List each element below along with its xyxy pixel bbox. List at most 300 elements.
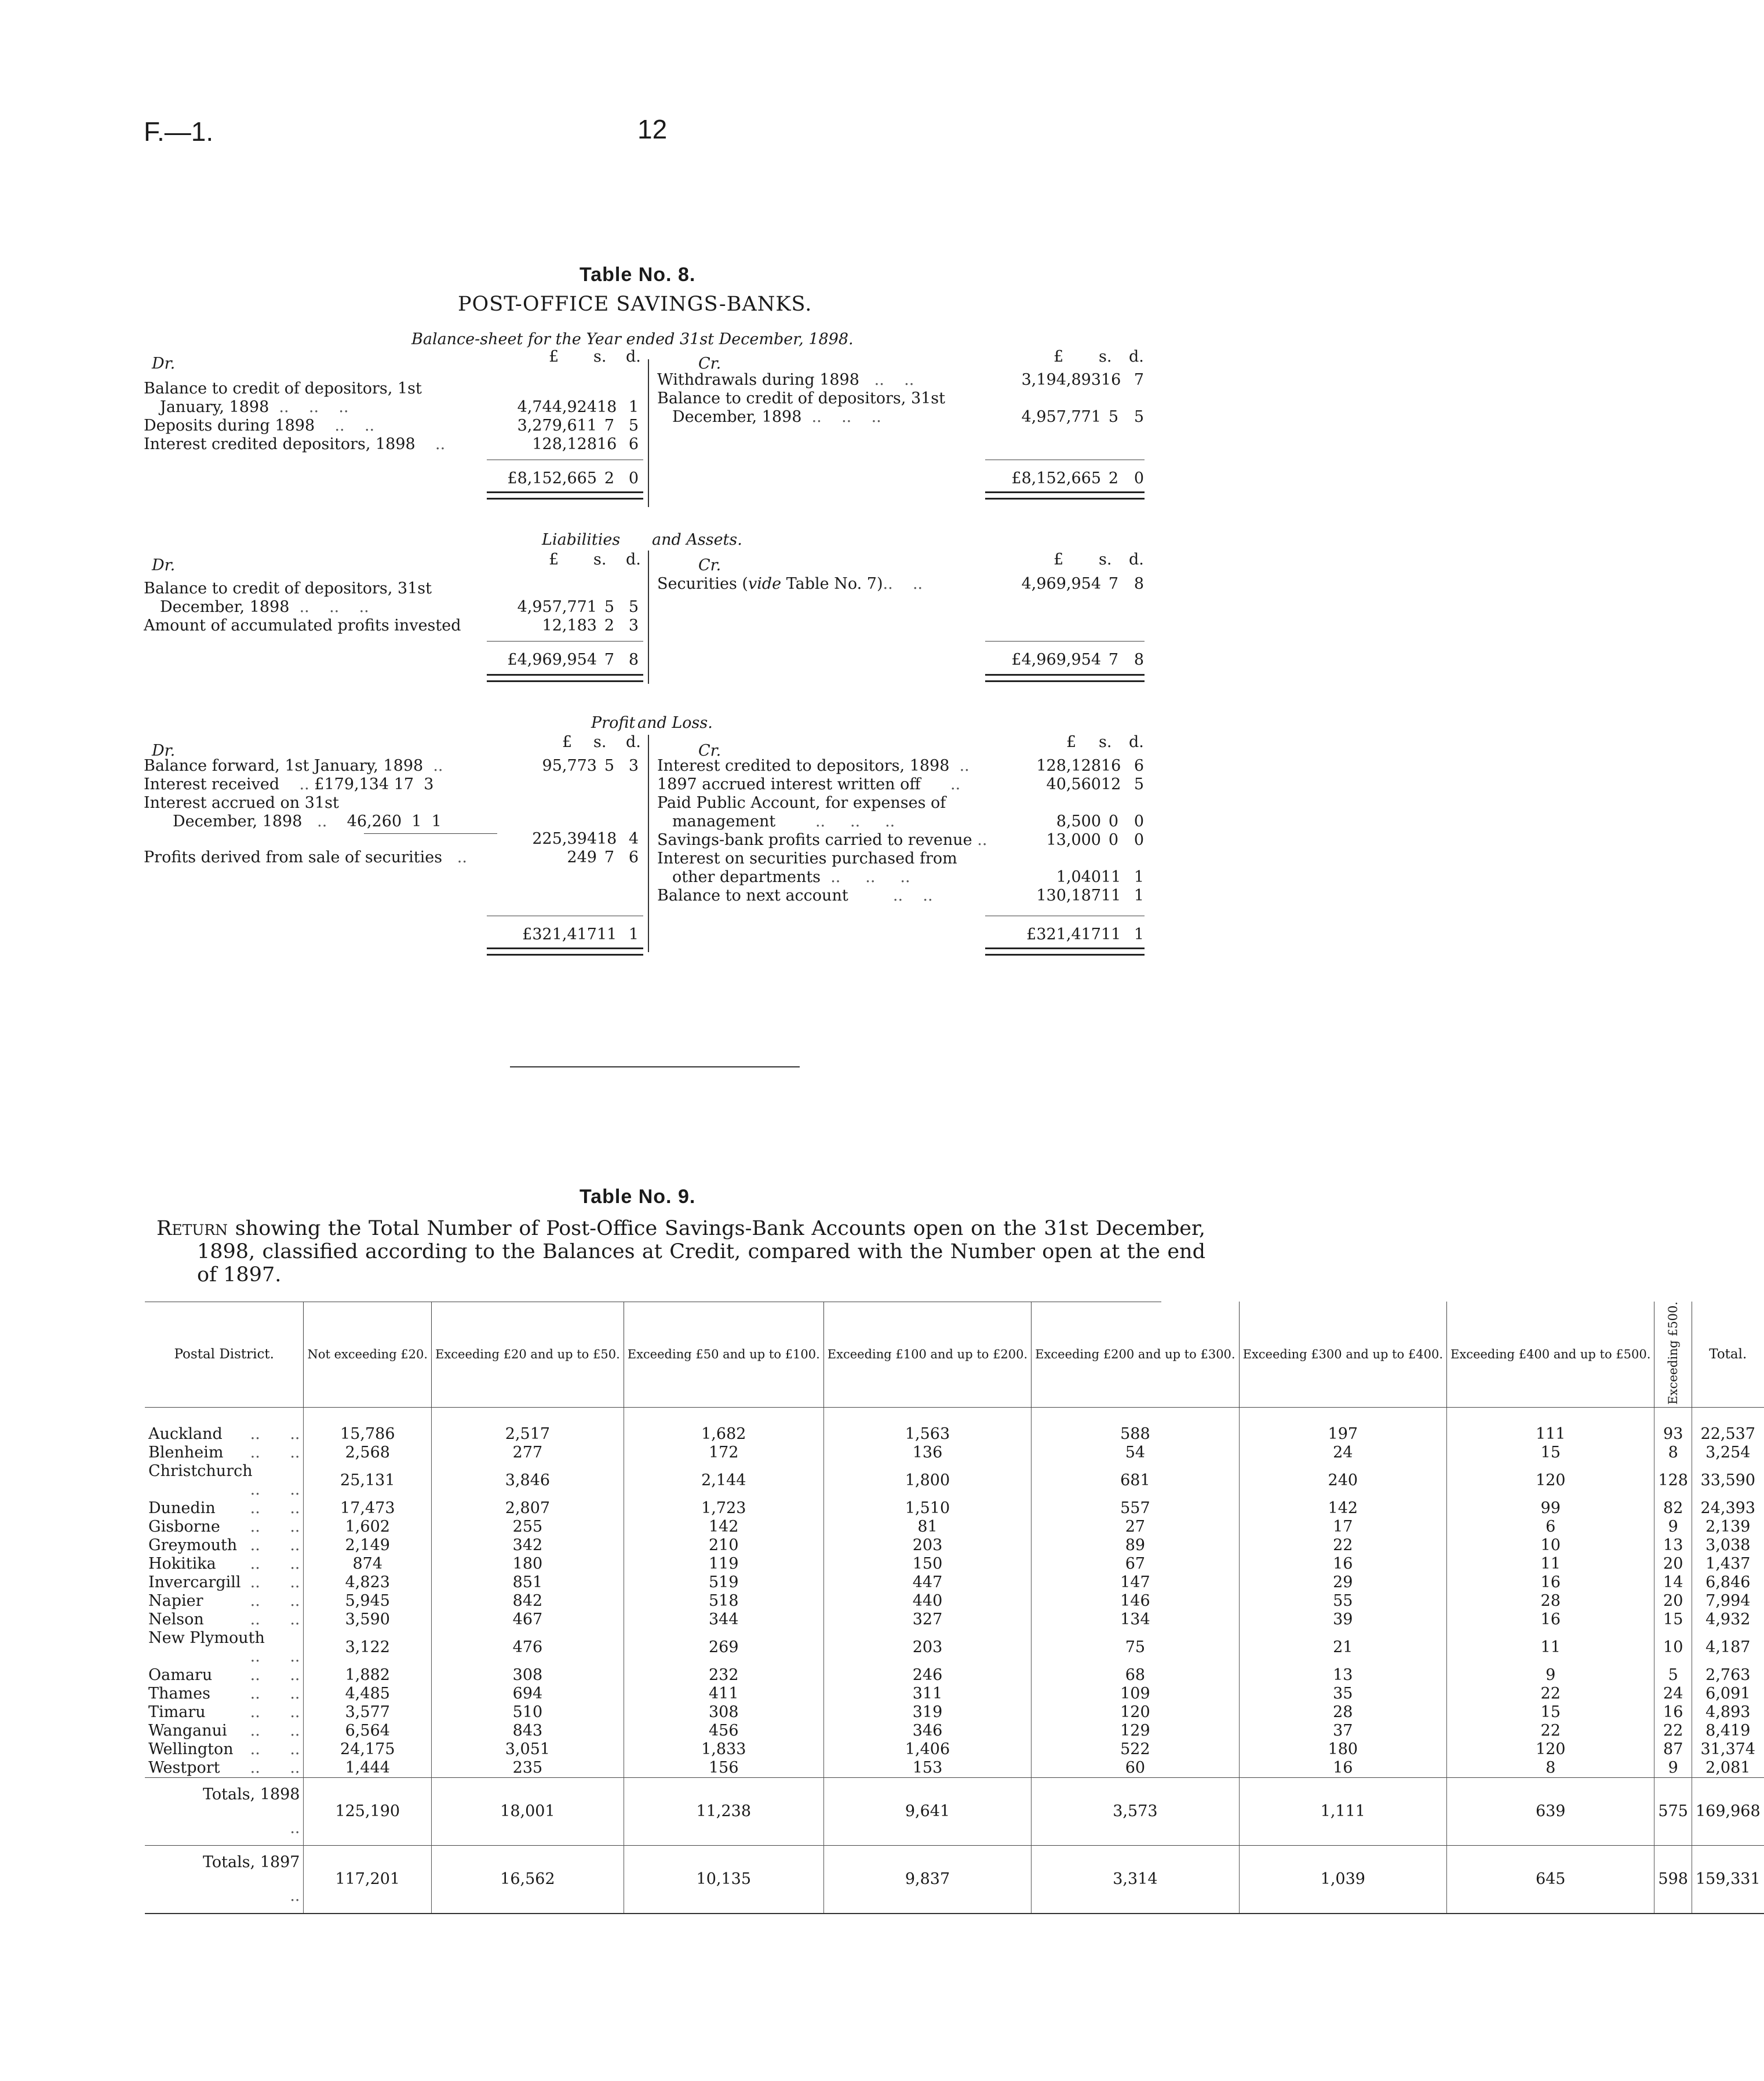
table-cell: 150 — [823, 1555, 1031, 1573]
totals-cell: 125,190 — [304, 1777, 432, 1845]
pl-right-1-s: 16 — [1101, 757, 1121, 775]
totals-cell: 16,562 — [432, 1845, 624, 1914]
bs-right-2-line2: December, 1898 — [672, 408, 802, 426]
table-cell: 4,823 — [304, 1573, 432, 1592]
table-cell: 6,564 — [304, 1722, 432, 1740]
district-label: Wellington — [148, 1740, 234, 1758]
la-right-d: 8 — [1134, 575, 1144, 593]
table-cell: 35 — [1239, 1685, 1446, 1703]
table-cell: 27 — [1032, 1518, 1239, 1536]
table-row — [145, 1666, 1764, 1685]
table-row — [145, 1462, 1764, 1499]
table-cell: 16 — [1239, 1759, 1446, 1778]
bs-r-col-pound: £ — [1054, 348, 1064, 366]
table-cell: 1,444 — [304, 1759, 432, 1778]
pl-right-2-d: 5 — [1134, 775, 1144, 793]
la-right-label-a: Securities ( — [657, 575, 748, 593]
table-cell: 6 — [1447, 1518, 1654, 1536]
pl-interest-accrued-line1: Interest accrued on 31st — [144, 794, 339, 812]
totals-label: Totals, 1898 .. — [145, 1777, 304, 1845]
bs-right-2-pounds: 4,957,771 — [1021, 408, 1101, 426]
la-left-total-pounds: £4,969,954 — [507, 651, 597, 669]
table-cell: 456 — [624, 1722, 823, 1740]
table-cell: 522 — [1032, 1740, 1239, 1759]
district-name: Nelson .. .. — [148, 1610, 300, 1628]
la-left-2-s: 2 — [604, 617, 614, 635]
table-cell: 4,187 — [1692, 1629, 1763, 1666]
table-cell: 1,602 — [304, 1518, 432, 1536]
col-exceeding-500 — [1654, 1302, 1692, 1407]
pl-profits-sale-d: 6 — [628, 848, 639, 866]
la-col-d: d. — [626, 551, 641, 568]
table-cell: 6,846 — [1692, 1573, 1763, 1592]
district-label: Westport — [148, 1758, 220, 1777]
table-cell: 4,485 — [304, 1685, 432, 1703]
table-cell: 3,051 — [432, 1740, 624, 1759]
totals-row — [145, 1777, 1764, 1845]
district-label: New Plymouth — [148, 1628, 265, 1647]
pl-right-4-pounds: 13,000 — [1046, 831, 1101, 849]
table-cell: 3,254 — [1692, 1444, 1763, 1462]
table-cell: 476 — [432, 1629, 624, 1666]
table-row — [145, 1703, 1764, 1722]
table-cell: 120 — [1032, 1703, 1239, 1722]
table-cell: 28 — [1447, 1592, 1654, 1610]
table-cell: 60 — [1032, 1759, 1239, 1778]
pl-right-5-pounds: 1,040 — [1056, 868, 1101, 886]
table-cell: 153 — [823, 1759, 1031, 1778]
la-right-label-b: Table No. 7) — [781, 575, 883, 593]
la-left-1-d: 5 — [628, 598, 639, 616]
table-row — [145, 1573, 1764, 1592]
pl-right-total-s: 11 — [1101, 925, 1121, 943]
bs-left-3-label: Interest credited depositors, 1898 — [144, 435, 416, 453]
table-cell: 319 — [823, 1703, 1031, 1722]
pl-r-col-s: s. — [1099, 733, 1112, 751]
table-cell: 16 — [1447, 1573, 1654, 1592]
col-not-exceeding-20: Not exceeding £20. — [304, 1302, 432, 1407]
table-cell: 269 — [624, 1629, 823, 1666]
table-cell: 874 — [304, 1555, 432, 1573]
table-cell: 13 — [1239, 1666, 1446, 1685]
pl-right-2-s: 12 — [1101, 775, 1121, 793]
table-cell: 142 — [624, 1518, 823, 1536]
totals-cell: 11,238 — [624, 1777, 823, 1845]
table-cell: 510 — [432, 1703, 624, 1722]
district-label: Hokitika — [148, 1554, 216, 1573]
table-cell: 1,800 — [823, 1462, 1031, 1499]
table-cell: 467 — [432, 1610, 624, 1629]
table-cell: 7,994 — [1692, 1592, 1763, 1610]
table-row — [145, 1629, 1764, 1666]
table-cell: 11 — [1447, 1555, 1654, 1573]
district-label: Napier — [148, 1591, 203, 1610]
table-cell: 2,517 — [432, 1407, 624, 1444]
bs-right-1-pounds: 3,194,893 — [1021, 371, 1101, 389]
table-cell: 11 — [1447, 1629, 1654, 1666]
pl-heading-b: and Loss. — [637, 714, 713, 732]
table-row — [145, 1499, 1764, 1518]
pl-dr: Dr. — [152, 742, 176, 760]
la-left-1-s: 5 — [604, 598, 614, 616]
bs-left-total-pounds: £8,152,665 — [507, 469, 597, 487]
bs-left-2-s: 7 — [604, 417, 614, 435]
totals-cell: 598 — [1654, 1845, 1692, 1914]
table-cell: 557 — [1032, 1499, 1239, 1518]
totals-cell: 159,331 — [1692, 1845, 1763, 1914]
table-cell: 172 — [624, 1444, 823, 1462]
totals-cell: 9,837 — [823, 1845, 1031, 1914]
pl-sub-rule — [364, 833, 497, 834]
table-cell: 588 — [1032, 1407, 1239, 1444]
la-right-pounds: 4,969,954 — [1021, 575, 1101, 593]
table-cell: 28 — [1239, 1703, 1446, 1722]
table-cell: 3,577 — [304, 1703, 432, 1722]
table-cell: 246 — [823, 1666, 1031, 1685]
totals-cell: 3,573 — [1032, 1777, 1239, 1845]
pl-balance-forward-d: 3 — [628, 757, 639, 775]
table-cell: 8 — [1447, 1759, 1654, 1778]
table-cell: 2,139 — [1692, 1518, 1763, 1536]
bs-right-total-d: 0 — [1134, 469, 1144, 487]
pl-col-pound: £ — [562, 733, 573, 751]
table-cell: 22 — [1654, 1722, 1692, 1740]
district-label: Gisborne — [148, 1517, 220, 1536]
district-name: Oamaru .. .. — [148, 1665, 300, 1684]
bs-right-total-s: 2 — [1108, 469, 1118, 487]
pl-interest-accrued-sub: 46,260 1 1 — [347, 812, 442, 830]
table-cell: 129 — [1032, 1722, 1239, 1740]
bs-left-1-line1: Balance to credit of depositors, 1st — [144, 380, 422, 398]
table-cell: 136 — [823, 1444, 1031, 1462]
la-right-double-rule — [985, 674, 1145, 682]
table-cell: 22 — [1239, 1536, 1446, 1555]
district-label: Thames — [148, 1684, 210, 1703]
table-cell: 8 — [1654, 1444, 1692, 1462]
table-cell: 10 — [1654, 1629, 1692, 1666]
balance-divider — [648, 359, 649, 507]
table-cell: 308 — [624, 1703, 823, 1722]
la-left-1-line2: December, 1898 — [160, 598, 290, 616]
la-left-total-d: 8 — [628, 651, 639, 669]
table-cell: 75 — [1032, 1629, 1239, 1666]
table-cell: 1,682 — [624, 1407, 823, 1444]
table-cell: 210 — [624, 1536, 823, 1555]
table-cell: 17,473 — [304, 1499, 432, 1518]
pl-profits-sale-pounds: 249 — [567, 848, 597, 866]
table-row — [145, 1518, 1764, 1536]
table-cell: 14 — [1654, 1573, 1692, 1592]
table-cell: 519 — [624, 1573, 823, 1592]
district-label: Invercargill — [148, 1573, 241, 1591]
table-cell: 2,568 — [304, 1444, 432, 1462]
la-left-total-rule — [487, 641, 643, 642]
bs-cr: Cr. — [698, 355, 721, 373]
table-cell: 681 — [1032, 1462, 1239, 1499]
totals-cell: 3,314 — [1032, 1845, 1239, 1914]
table-cell: 5,945 — [304, 1592, 432, 1610]
table-cell: 82 — [1654, 1499, 1692, 1518]
table-cell: 13 — [1654, 1536, 1692, 1555]
pl-r-col-pound: £ — [1066, 733, 1077, 751]
table-cell: 22 — [1447, 1722, 1654, 1740]
district-label: Dunedin — [148, 1499, 216, 1517]
la-left-2-label: Amount of accumulated profits invested — [144, 617, 461, 635]
table-cell: 109 — [1032, 1685, 1239, 1703]
bs-col-d: d. — [626, 348, 641, 366]
pl-heading-a: Profit — [591, 714, 636, 732]
table8-subtitle: POST-OFFICE SAVINGS-BANKS. — [458, 293, 812, 316]
table9 — [145, 1302, 1764, 1914]
bs-right-1-s: 16 — [1101, 371, 1121, 389]
pl-right-total-pounds: £321,417 — [1026, 925, 1101, 943]
district-name: Gisborne .. .. — [148, 1517, 300, 1536]
district-label: Nelson — [148, 1610, 204, 1628]
district-name: Christchurch .. .. — [148, 1462, 300, 1499]
pl-right-3-line1: Paid Public Account, for expenses of — [657, 794, 946, 812]
table-cell: 119 — [624, 1555, 823, 1573]
pl-right-5-s: 11 — [1101, 868, 1121, 886]
table-cell: 3,590 — [304, 1610, 432, 1629]
table-row — [145, 1444, 1764, 1462]
table-cell: 142 — [1239, 1499, 1446, 1518]
table-cell: 197 — [1239, 1407, 1446, 1444]
table-cell: 5 — [1654, 1666, 1692, 1685]
district-name: Blenheim .. .. — [148, 1443, 300, 1462]
table-cell: 3,122 — [304, 1629, 432, 1666]
table-cell: 87 — [1654, 1740, 1692, 1759]
totals-label: Totals, 1897 .. — [145, 1845, 304, 1914]
bs-left-1-d: 1 — [628, 398, 639, 416]
la-left-1-line1: Balance to credit of depositors, 31st — [144, 580, 432, 597]
col-exceeding-300: Exceeding £300 and up to £400. — [1239, 1302, 1446, 1407]
totals-cell: 1,039 — [1239, 1845, 1446, 1914]
bs-left-1-line2: January, 1898 — [160, 398, 269, 416]
bs-right-2-s: 5 — [1108, 408, 1118, 426]
district-label: Blenheim — [148, 1443, 224, 1462]
table-cell: 156 — [624, 1759, 823, 1778]
totals-cell: 639 — [1447, 1777, 1654, 1845]
pl-right-5-d: 1 — [1134, 868, 1144, 886]
pl-right-5-line1: Interest on securities purchased from — [657, 850, 957, 868]
table-cell: 6,091 — [1692, 1685, 1763, 1703]
la-heading-b: and Assets. — [652, 531, 742, 549]
bs-left-2-d: 5 — [628, 417, 639, 435]
la-right-s: 7 — [1108, 575, 1118, 593]
district-name: Westport .. .. — [148, 1758, 300, 1777]
page-ref: F.—1. — [144, 116, 214, 147]
totals-cell: 18,001 — [432, 1777, 624, 1845]
district-label: Timaru — [148, 1703, 206, 1721]
bs-left-2-pounds: 3,279,611 — [517, 417, 597, 435]
table-cell: 16 — [1447, 1610, 1654, 1629]
table-cell: 2,144 — [624, 1462, 823, 1499]
district-name: Thames .. .. — [148, 1684, 300, 1703]
district-name: New Plymouth .. .. — [148, 1628, 300, 1665]
table-cell: 99 — [1447, 1499, 1654, 1518]
table-cell: 22 — [1447, 1685, 1654, 1703]
la-right-total-d: 8 — [1134, 651, 1144, 669]
table-cell: 16 — [1239, 1555, 1446, 1573]
table-cell: 180 — [1239, 1740, 1446, 1759]
district-name: Invercargill .. .. — [148, 1573, 300, 1591]
pl-interest-received-label: Interest received — [144, 775, 280, 793]
table-cell: 3,846 — [432, 1462, 624, 1499]
pl-right-3-d: 0 — [1134, 812, 1144, 830]
table-cell: 111 — [1447, 1407, 1654, 1444]
pl-interest-total-s: 18 — [597, 830, 617, 848]
table-cell: 232 — [624, 1666, 823, 1685]
totals-cell: 645 — [1447, 1845, 1654, 1914]
col-exceeding-20: Exceeding £20 and up to £50. — [432, 1302, 624, 1407]
totals-cell: 10,135 — [624, 1845, 823, 1914]
district-name: Napier .. .. — [148, 1591, 300, 1610]
pl-right-1-label: Interest credited to depositors, 1898 — [657, 757, 950, 775]
table-cell: 22,537 — [1692, 1407, 1763, 1444]
pl-interest-total-d: 4 — [628, 830, 639, 848]
bs-col-s: s. — [593, 348, 607, 366]
bs-left-total-s: 2 — [604, 469, 614, 487]
table-cell: 694 — [432, 1685, 624, 1703]
table-cell: 235 — [432, 1759, 624, 1778]
table-cell: 54 — [1032, 1444, 1239, 1462]
table-cell: 843 — [432, 1722, 624, 1740]
table9-description-block — [156, 1217, 1205, 1286]
pl-right-1-pounds: 128,128 — [1036, 757, 1101, 775]
table-cell: 308 — [432, 1666, 624, 1685]
bs-right-double-rule — [985, 491, 1145, 500]
table-cell: 203 — [823, 1536, 1031, 1555]
la-divider — [648, 551, 649, 684]
table-cell: 147 — [1032, 1573, 1239, 1592]
bs-left-3-s: 16 — [597, 435, 617, 453]
la-r-col-pound: £ — [1054, 551, 1064, 568]
table-cell: 15 — [1447, 1703, 1654, 1722]
la-heading-a: Liabilities — [542, 531, 621, 549]
table-cell: 346 — [823, 1722, 1031, 1740]
pl-left-total-pounds: £321,417 — [522, 925, 597, 943]
table-cell: 277 — [432, 1444, 624, 1462]
bs-left-3-d: 6 — [628, 435, 639, 453]
pl-right-6-d: 1 — [1134, 887, 1144, 905]
la-left-2-d: 3 — [628, 617, 639, 635]
district-name: Timaru .. .. — [148, 1703, 300, 1721]
table-cell: 67 — [1032, 1555, 1239, 1573]
district-label: Christchurch — [148, 1462, 253, 1480]
table9-body — [145, 1407, 1764, 1914]
table-cell: 9 — [1447, 1666, 1654, 1685]
table-cell: 1,510 — [823, 1499, 1031, 1518]
la-r-col-s: s. — [1099, 551, 1112, 568]
table-cell: 255 — [432, 1518, 624, 1536]
totals-label-text: Totals, 1897 — [203, 1853, 300, 1871]
district-name: Greymouth .. .. — [148, 1536, 300, 1554]
col-exceeding-50: Exceeding £50 and up to £100. — [624, 1302, 823, 1407]
table-cell: 1,437 — [1692, 1555, 1763, 1573]
table-cell: 15 — [1447, 1444, 1654, 1462]
table-cell: 24,175 — [304, 1740, 432, 1759]
table-cell: 440 — [823, 1592, 1031, 1610]
table-cell: 25,131 — [304, 1462, 432, 1499]
table-cell: 17 — [1239, 1518, 1446, 1536]
district-name: Wanganui .. .. — [148, 1721, 300, 1740]
table-cell: 20 — [1654, 1555, 1692, 1573]
pl-col-s: s. — [593, 733, 607, 751]
table-row — [145, 1740, 1764, 1759]
table-cell: 447 — [823, 1573, 1031, 1592]
table9-title: Table No. 9. — [580, 1186, 696, 1208]
table-row — [145, 1685, 1764, 1703]
table-cell: 24,393 — [1692, 1499, 1763, 1518]
table-cell: 24 — [1239, 1444, 1446, 1462]
table-row — [145, 1759, 1764, 1778]
table-cell: 2,763 — [1692, 1666, 1763, 1685]
totals-cell: 117,201 — [304, 1845, 432, 1914]
totals-cell: 575 — [1654, 1777, 1692, 1845]
bs-right-1-label: Withdrawals during 1898 — [657, 371, 859, 389]
table9-description: showing the Total Number of Post-Office Savings-Bank Accounts open on the 31st December, 1898, classified according to the Balances at Credit, compared with the Number open at the end of 1897. — [197, 1217, 1205, 1286]
table-cell: 518 — [624, 1592, 823, 1610]
table-cell: 15,786 — [304, 1407, 432, 1444]
table-cell: 4,932 — [1692, 1610, 1763, 1629]
bs-left-1-s: 18 — [597, 398, 617, 416]
table-cell: 8,419 — [1692, 1722, 1763, 1740]
table-cell: 851 — [432, 1573, 624, 1592]
bs-r-col-s: s. — [1099, 348, 1112, 366]
table-cell: 120 — [1447, 1740, 1654, 1759]
la-right-vide: vide — [748, 575, 782, 593]
table-cell: 128 — [1654, 1462, 1692, 1499]
district-name: Auckland .. .. — [148, 1424, 300, 1443]
table-cell: 2,807 — [432, 1499, 624, 1518]
table-cell: 3,038 — [1692, 1536, 1763, 1555]
pl-right-3-pounds: 8,500 — [1056, 812, 1101, 830]
table-cell: 37 — [1239, 1722, 1446, 1740]
table-cell: 240 — [1239, 1462, 1446, 1499]
totals-cell: 1,111 — [1239, 1777, 1446, 1845]
district-name: Hokitika .. .. — [148, 1554, 300, 1573]
table-cell: 1,563 — [823, 1407, 1031, 1444]
district-label: Wanganui — [148, 1721, 227, 1740]
bs-right-total-pounds: £8,152,665 — [1011, 469, 1101, 487]
la-left-2-pounds: 12,183 — [542, 617, 597, 635]
bs-left-2-label: Deposits during 1898 — [144, 417, 315, 435]
pl-left-double-rule — [487, 947, 643, 956]
table-cell: 2,149 — [304, 1536, 432, 1555]
table-cell: 1,406 — [823, 1740, 1031, 1759]
pl-balance-forward-s: 5 — [604, 757, 614, 775]
table-cell: 203 — [823, 1629, 1031, 1666]
la-cr: Cr. — [698, 556, 721, 574]
pl-right-4-s: 0 — [1108, 831, 1118, 849]
table-cell: 180 — [432, 1555, 624, 1573]
pl-left-total-s: 11 — [597, 925, 617, 943]
col-exceeding-100: Exceeding £100 and up to £200. — [823, 1302, 1031, 1407]
pl-r-col-d: d. — [1129, 733, 1144, 751]
table-cell: 327 — [823, 1610, 1031, 1629]
bs-right-1-d: 7 — [1134, 371, 1144, 389]
col-postal-district: Postal District. — [145, 1302, 304, 1407]
balance-sheet-heading: Balance-sheet for the Year ended 31st December, 1898. — [411, 330, 854, 348]
table-cell: 15 — [1654, 1610, 1692, 1629]
pl-left-total-d: 1 — [628, 925, 639, 943]
pl-interest-received-sub: £179,134 17 3 — [314, 775, 434, 793]
table-cell: 4,893 — [1692, 1703, 1763, 1722]
table-cell: 68 — [1032, 1666, 1239, 1685]
pl-right-2-label: 1897 accrued interest written off — [657, 775, 921, 793]
table-cell: 411 — [624, 1685, 823, 1703]
table9-return-word: Return — [156, 1217, 228, 1240]
